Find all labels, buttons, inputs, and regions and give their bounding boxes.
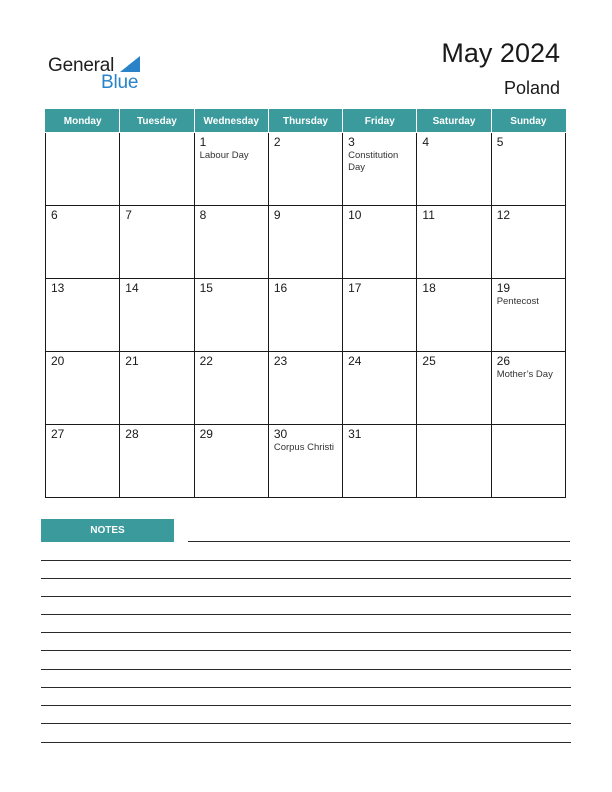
- calendar-day-cell: [343, 425, 417, 498]
- day-number: 3: [348, 135, 355, 149]
- holiday-label: Constitution Day: [348, 150, 399, 173]
- calendar-day-cell: [46, 206, 120, 279]
- calendar-day-cell: [46, 279, 120, 352]
- calendar-day-cell: [46, 352, 120, 425]
- calendar-day-cell: [194, 279, 268, 352]
- day-number: 22: [199, 354, 213, 368]
- holiday-label: Mother’s Day: [496, 369, 553, 380]
- day-number: 20: [51, 354, 65, 368]
- calendar-day-cell: [268, 133, 342, 206]
- calendar-day-cell: [268, 206, 342, 279]
- weekday-header-row: [46, 110, 566, 133]
- weekday-friday: Friday: [343, 110, 417, 133]
- day-number: 13: [51, 281, 65, 295]
- calendar-day-cell: [268, 352, 342, 425]
- calendar-day-cell: [120, 425, 194, 498]
- calendar-day-cell: [46, 425, 120, 498]
- day-number: 10: [348, 208, 362, 222]
- day-number: 5: [496, 135, 504, 149]
- day-number: 9: [273, 208, 281, 222]
- day-number: 24: [348, 354, 362, 368]
- day-number: 6: [51, 208, 58, 222]
- day-number: 14: [125, 281, 139, 295]
- calendar-day-cell: [268, 425, 342, 498]
- day-number: 17: [348, 281, 362, 295]
- notes-line: [41, 578, 571, 579]
- day-number: 2: [273, 135, 281, 149]
- calendar-day-cell: [417, 133, 491, 206]
- day-number: 23: [273, 354, 288, 368]
- notes-line: [41, 650, 571, 651]
- calendar-day-cell: [120, 206, 194, 279]
- day-number: 4: [422, 135, 430, 149]
- calendar-day-cell: [343, 133, 417, 206]
- calendar-day-cell: [491, 425, 565, 498]
- calendar-week-row: [46, 279, 566, 352]
- notes-line: [41, 632, 571, 633]
- weekday-saturday: Saturday: [417, 110, 491, 133]
- weekday-tuesday: Tuesday: [120, 110, 194, 133]
- calendar-day-cell: [120, 279, 194, 352]
- notes-line: [41, 669, 571, 670]
- calendar-day-cell: [194, 206, 268, 279]
- logo-triangle-icon: [120, 56, 140, 72]
- calendar-day-cell: [491, 133, 565, 206]
- day-number: 15: [199, 281, 213, 295]
- weekday-thursday: Thursday: [268, 110, 342, 133]
- notes-line: [188, 541, 570, 542]
- notes-line: [41, 596, 571, 597]
- weekday-sunday: Sunday: [491, 110, 565, 133]
- calendar-day-cell: [417, 206, 491, 279]
- calendar-grid: [45, 109, 566, 498]
- calendar-day-cell: [194, 352, 268, 425]
- calendar-week-row: [46, 206, 566, 279]
- weekday-monday: Monday: [46, 110, 120, 133]
- calendar-day-cell: [343, 279, 417, 352]
- calendar-day-cell: [491, 279, 565, 352]
- logo-general-text: General: [48, 55, 115, 76]
- calendar-week-row: [46, 352, 566, 425]
- day-number: 28: [125, 427, 139, 441]
- holiday-label: Labour Day: [199, 150, 249, 161]
- holiday-label: Pentecost: [496, 296, 539, 307]
- country-name: Poland: [503, 78, 560, 98]
- notes-line: [41, 723, 571, 724]
- holiday-label: Corpus Christi: [273, 442, 335, 453]
- day-number: 8: [199, 208, 207, 222]
- page-title: May 2024: [441, 38, 560, 68]
- day-number: 12: [496, 208, 511, 222]
- day-number: 21: [125, 354, 139, 368]
- day-number: 11: [422, 208, 435, 222]
- day-number: 25: [422, 354, 436, 368]
- day-number: 16: [273, 281, 288, 295]
- calendar-day-cell: [46, 133, 120, 206]
- calendar-day-cell: [417, 425, 491, 498]
- calendar-day-cell: [120, 133, 194, 206]
- day-number: 1: [199, 135, 207, 149]
- day-number: 29: [199, 427, 213, 441]
- day-number: 19: [496, 281, 511, 295]
- calendar-day-cell: [268, 279, 342, 352]
- calendar-day-cell: [343, 206, 417, 279]
- calendar-day-cell: [343, 352, 417, 425]
- calendar-day-cell: [491, 352, 565, 425]
- calendar-day-cell: [194, 133, 268, 206]
- calendar-day-cell: [417, 279, 491, 352]
- notes-line: [41, 560, 571, 561]
- calendar-week-row: [46, 133, 566, 206]
- calendar-week-row: [46, 425, 566, 498]
- day-number: 27: [51, 427, 65, 441]
- calendar-day-cell: [194, 425, 268, 498]
- calendar-day-cell: [417, 352, 491, 425]
- day-number: 26: [496, 354, 511, 368]
- notes-line: [41, 687, 571, 688]
- generalblue-logo: [48, 52, 158, 92]
- day-number: 7: [125, 208, 132, 222]
- notes-line: [41, 614, 571, 615]
- logo-blue-text: Blue: [101, 72, 139, 93]
- weekday-wednesday: Wednesday: [194, 110, 268, 133]
- calendar-day-cell: [491, 206, 565, 279]
- notes-line: [41, 742, 571, 743]
- day-number: 31: [348, 427, 362, 441]
- calendar-day-cell: [120, 352, 194, 425]
- notes-line: [41, 705, 571, 706]
- day-number: 18: [422, 281, 436, 295]
- notes-label: NOTES: [41, 519, 174, 542]
- day-number: 30: [273, 427, 288, 441]
